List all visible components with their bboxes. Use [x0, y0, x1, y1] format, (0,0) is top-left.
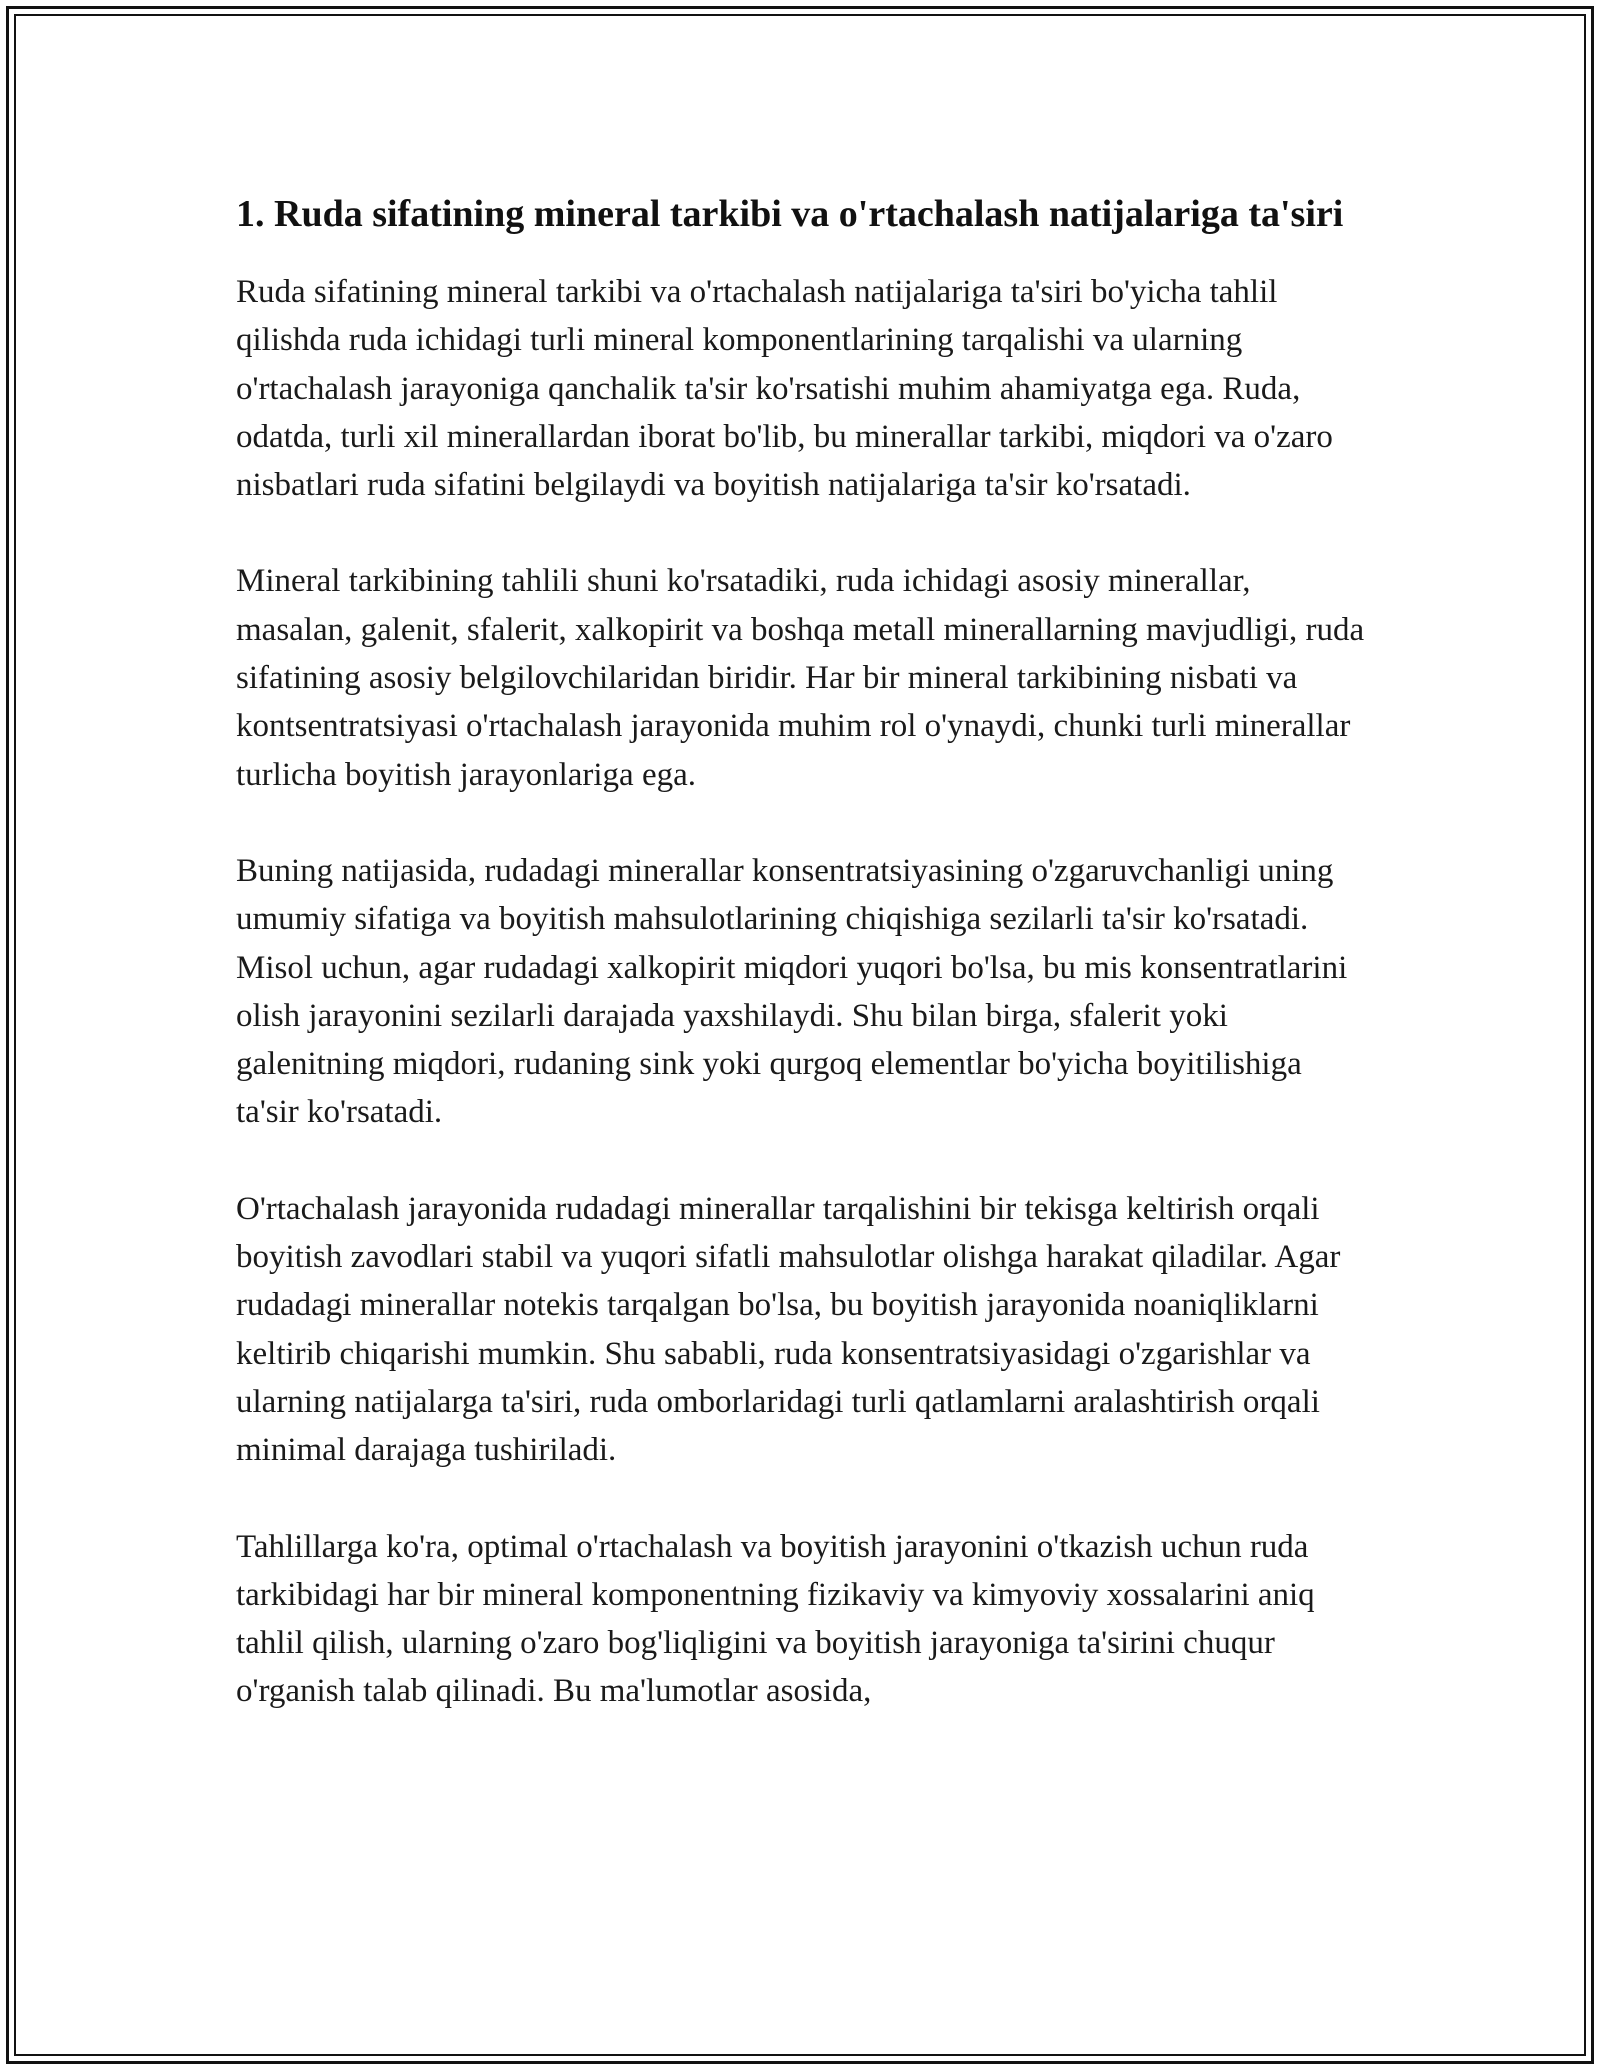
paragraph-5: Tahlillarga ko'ra, optimal o'rtachalash va boyitish jarayonini o'tkazish uchun ruda tarkibidagi har bir mineral komponentning fizikaviy va kimyoviy xossalarini aniq tahlil qilish, ularning o'zaro bog'liqligini va boyitish jarayoniga ta'sirini chuqur o'rganish talab qilinadi. Bu ma'lumotlar asosida, [236, 1528, 1315, 1710]
paragraph-2: Mineral tarkibining tahlili shuni ko'rsatadiki, ruda ichidagi asosiy minerallar, masalan, galenit, sfalerit, xalkopirit va boshqa metall minerallarning mavjudligi, ruda sifatining asosiy belgilovchilaridan biridir. Har bir mineral tarkibining nisbati va kontsentratsiyasi o'rtachalash jarayonida muhim rol o'ynaydi, chunki turli minerallar turlicha boyitish jarayonlariga ega. [236, 563, 1365, 793]
paragraph-3: Buning natijasida, rudadagi minerallar konsentratsiyasining o'zgaruvchanligi uning umumiy sifatiga va boyitish mahsulotlarining chiqishiga sezilarli ta'sir ko'rsatadi. Misol uchun, agar rudadagi xalkopirit miqdori yuqori bo'lsa, bu mis konsentratlarini olish jarayonini sezilarli darajada yaxshilaydi. Shu bilan birga, sfalerit yoki galenitning miqdori, rudaning sink yoki qurgoq elementlar bo'yicha boyitilishiga ta'sir ko'rsatadi. [236, 852, 1348, 1131]
document-body [236, 186, 1371, 1764]
paragraph-1: Ruda sifatining mineral tarkibi va o'rtachalash natijalariga ta'siri bo'yicha tahlil qilishda ruda ichidagi turli mineral komponentlarining tarqalishi va ularning o'rtachalash jarayoniga qanchalik ta'sir ko'rsatishi muhim ahamiyatga ega. Ruda, odatda, turli xil minerallardan iborat bo'lib, bu minerallar tarkibi, miqdori va o'zaro nisbatlari ruda sifatini belgilaydi va boyitish natijalariga ta'sir ko'rsatadi. [236, 274, 1333, 504]
paragraph-4: O'rtachalash jarayonida rudadagi minerallar tarqalishini bir tekisga keltirish orqali boyitish zavodlari stabil va yuqori sifatli mahsulotlar olishga harakat qiladilar. Agar rudadagi minerallar notekis tarqalgan bo'lsa, bu boyitish jarayonida noaniqliklarni keltirib chiqarishi mumkin. Shu sababli, ruda konsentratsiyasidagi o'zgarishlar va ularning natijalarga ta'siri, ruda omborlaridagi turli qatlamlarni aralashtirish orqali minimal darajaga tushiriladi. [236, 1190, 1341, 1469]
section-heading: 1. Ruda sifatining mineral tarkibi va o'rtachalash natijalariga ta'siri [236, 193, 1344, 235]
